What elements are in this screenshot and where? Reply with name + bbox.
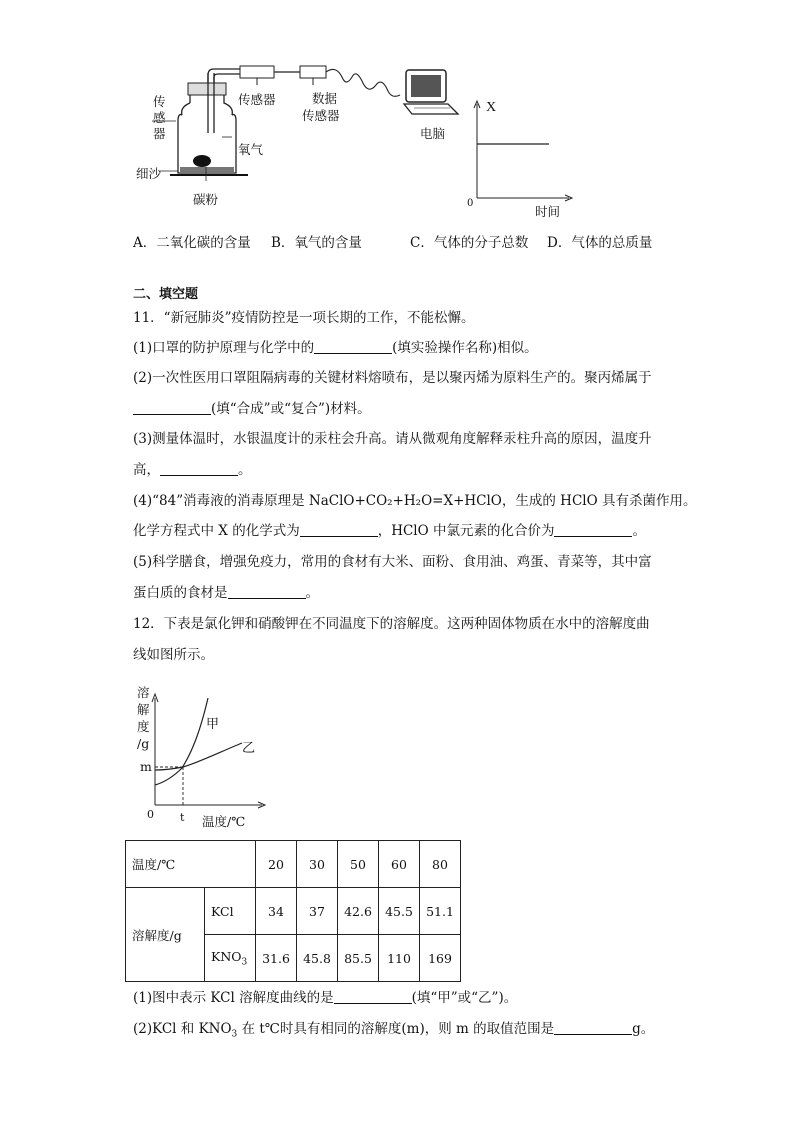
kno3-cell: 45.8 bbox=[297, 935, 338, 982]
data-sensor-label: 数据 传感器 bbox=[302, 91, 340, 123]
kno3-cell: 169 bbox=[420, 935, 461, 982]
graph1-y-label: X bbox=[486, 100, 497, 115]
q12-part1: (1)图中表示 KCl 溶解度曲线的是 (填“甲”或“乙”)。 bbox=[133, 990, 518, 1006]
temp-cell: 80 bbox=[420, 841, 461, 888]
answer-blank[interactable] bbox=[300, 522, 378, 537]
answer-blank[interactable] bbox=[160, 461, 238, 476]
q11-part4-line2: 化学方程式中 X 的化学式为 ，HClO 中氯元素的化合价为 。 bbox=[133, 523, 646, 539]
fine-sand-label: 细沙 bbox=[136, 166, 162, 181]
kno3-cell: 110 bbox=[379, 935, 420, 982]
option-a: A．二氧化碳的含量 bbox=[133, 235, 251, 251]
temp-cell: 50 bbox=[338, 841, 379, 888]
option-b: B．氧气的含量 bbox=[271, 235, 362, 251]
answer-blank[interactable] bbox=[554, 522, 632, 537]
solubility-y-label: 溶 解 度 /g bbox=[137, 685, 150, 751]
q11-part3-line1: (3)测量体温时，水银温度计的汞柱会升高。请从微观角度解释汞柱升高的原因，温度升 bbox=[133, 431, 652, 447]
q11-stem: 11．“新冠肺炎”疫情防控是一项长期的工作，不能松懈。 bbox=[133, 310, 475, 326]
q11-part1: (1)口罩的防护原理与化学中的 (填实验操作名称)相似。 bbox=[133, 340, 538, 356]
q12-part2: (2)KCl 和 $KNO_3$ 在 t℃时具有相同的溶解度(m)，则 m 的取值范围是 g。 bbox=[133, 1021, 655, 1040]
answer-blank[interactable] bbox=[228, 584, 306, 599]
q11-part2-line2: (填“合成”或“复合”)材料。 bbox=[133, 400, 371, 418]
option-d: D．气体的总质量 bbox=[547, 235, 653, 251]
kcl-label: KCl bbox=[205, 888, 256, 935]
answer-blank[interactable] bbox=[133, 400, 211, 415]
curve-jia-label: 甲 bbox=[206, 717, 220, 732]
temp-cell: 60 bbox=[379, 841, 420, 888]
kcl-cell: 51.1 bbox=[420, 888, 461, 935]
q11-part5-line2: 蛋白质的食材是 。 bbox=[133, 585, 319, 601]
answer-blank[interactable] bbox=[334, 989, 412, 1004]
answer-blank[interactable] bbox=[314, 339, 392, 354]
carbon-powder-label: 碳粉 bbox=[193, 192, 219, 207]
temp-cell: 30 bbox=[297, 841, 338, 888]
apparatus-drawing bbox=[130, 55, 430, 215]
t-label: t bbox=[180, 811, 185, 824]
solubility-header: 溶解度/g bbox=[126, 888, 205, 982]
answer-blank[interactable] bbox=[554, 1020, 632, 1035]
q11-part3-line2: 高， 。 bbox=[133, 462, 252, 478]
kno3-cell: 31.6 bbox=[256, 935, 297, 982]
solubility-table bbox=[125, 840, 461, 982]
q11-part4-line1: (4)“84”消毒液的消毒原理是 NaClO+CO₂+H₂O=X+HClO，生成的 HClO 具有杀菌作用。 bbox=[133, 493, 697, 509]
graph1-origin: 0 bbox=[467, 198, 474, 209]
section2-title: 二、填空题 bbox=[133, 287, 199, 302]
q12-stem-line2: 线如图所示。 bbox=[133, 647, 214, 663]
sensor-label-top: 传感器 bbox=[238, 92, 276, 107]
kno3-label: $KNO_3$ bbox=[205, 935, 256, 982]
sensor-label-left: 传 感 器 bbox=[153, 94, 166, 141]
kcl-cell: 37 bbox=[297, 888, 338, 935]
q11-part5-line1: (5)科学膳食，增强免疫力，常用的食材有大米、面粉、食用油、鸡蛋、青菜等，其中富 bbox=[133, 554, 652, 570]
m-label: m bbox=[140, 759, 152, 774]
curve-yi-label: 乙 bbox=[242, 741, 256, 756]
graph2-origin: 0 bbox=[147, 808, 154, 821]
q12-stem-line1: 12．下表是氯化钾和硝酸钾在不同温度下的溶解度。这两种固体物质在水中的溶解度曲 bbox=[133, 616, 650, 632]
kcl-cell: 42.6 bbox=[338, 888, 379, 935]
x-time-axes bbox=[465, 98, 575, 208]
computer-label: 电脑 bbox=[420, 126, 446, 141]
kno3-cell: 85.5 bbox=[338, 935, 379, 982]
kcl-cell: 45.5 bbox=[379, 888, 420, 935]
kcl-cell: 34 bbox=[256, 888, 297, 935]
temp-cell: 20 bbox=[256, 841, 297, 888]
temp-header: 温度/℃ bbox=[126, 841, 256, 888]
graph2-x-label: 温度/℃ bbox=[202, 814, 246, 829]
curve-yi bbox=[155, 743, 242, 770]
q11-part2-line1: (2)一次性医用口罩阻隔病毒的关键材料熔喷布，是以聚丙烯为原料生产的。聚丙烯属于 bbox=[133, 370, 652, 386]
curve-jia bbox=[155, 698, 208, 785]
computer-icon bbox=[400, 68, 462, 118]
option-c: C．气体的分子总数 bbox=[410, 235, 529, 251]
table-row bbox=[126, 888, 461, 935]
table-row bbox=[126, 841, 461, 888]
graph1-x-label: 时间 bbox=[535, 204, 561, 219]
oxygen-label: 氧气 bbox=[238, 142, 264, 157]
